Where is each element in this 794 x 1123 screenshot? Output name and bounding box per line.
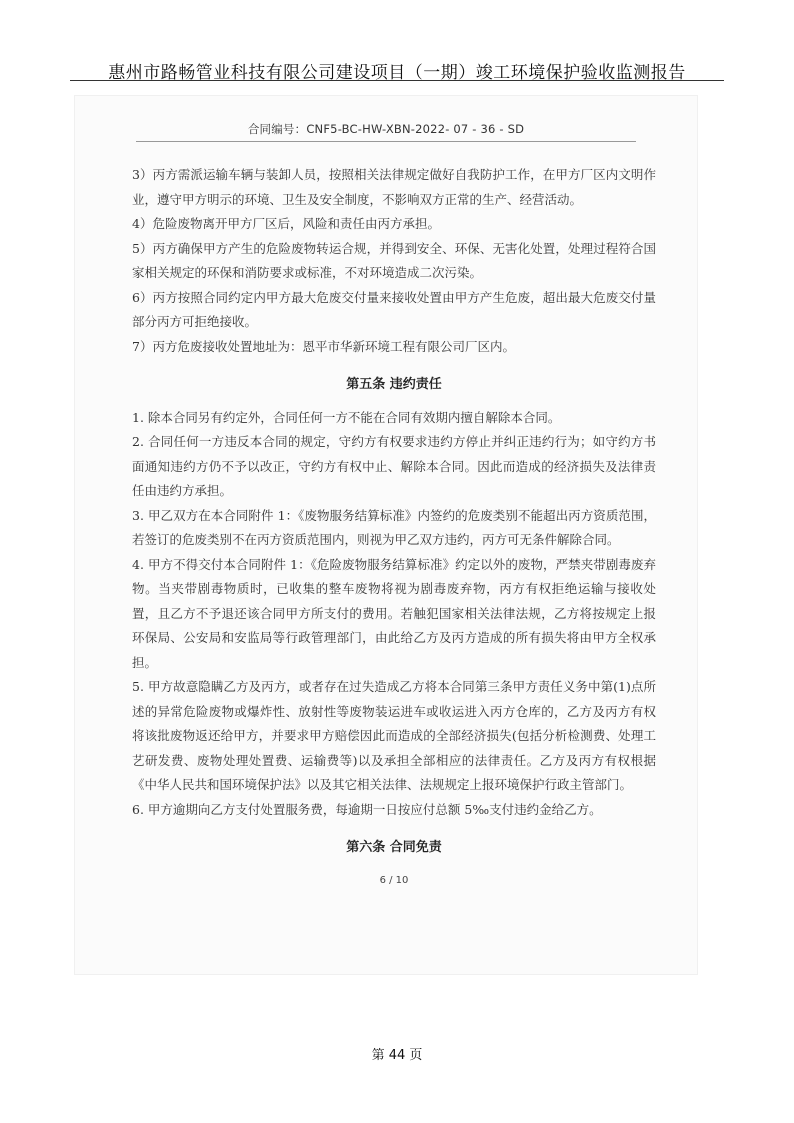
scanned-contract-page [74,95,698,975]
section-5-title: 第五条 违约责任 [346,377,442,392]
clause-s5-2: 2. 合同任何一方违反本合同的规定，守约方有权要求违约方停止并纠正违约行为；如守约方书面通知违约方仍不予以改正，守约方有权中止、解除本合同。因此而造成的经济损失及法律责任由违约方承担。 [132,434,656,498]
scan-page-mark: 6 / 10 [379,874,409,886]
clause-top-6: 6）丙方按照合同约定内甲方最大危废交付量来接收处置由甲方产生危废，超出最大危废交付量部分丙方可拒绝接收。 [132,289,656,329]
contract-number: 合同编号：CNF5-BC-HW-XBN-2022- 07 - 36 - SD [247,122,525,136]
contract-body [132,163,656,893]
contract-number-rule [136,141,636,142]
section-6-title: 第六条 合同免责 [346,840,442,855]
clause-s5-1: 1. 除本合同另有约定外，合同任何一方不能在合同有效期内擅自解除本合同。 [132,409,561,425]
clause-s5-5: 5. 甲方故意隐瞒乙方及丙方，或者存在过失造成乙方将本合同第三条甲方责任义务中第(1)点所述的异常危险废物或爆炸性、放射性等废物装运进车或收运进入丙方仓库的，乙方及丙方有权将该批废物返还给甲方，并要求甲方赔偿因此而造成的全部经济损失(包括分析检测费、处理工艺研发费、废物处理处置费、运输费等)以及承担全部相应的法律责任。乙方及丙方有权根据《中华人民共和国环境保护法》以及其它相关法律、法规规定上报环境保护行政主管部门。 [132,679,656,792]
clause-top-7: 7）丙方危废接收处置地址为：恩平市华新环境工程有限公司厂区内。 [132,338,515,354]
clause-s5-6: 6. 甲方逾期向乙方支付处置服务费，每逾期一日按应付总额 5‰支付违约金给乙方。 [132,801,602,817]
clause-top-5: 5）丙方确保甲方产生的危险废物转运合规，并得到安全、环保、无害化处置，处理过程符合国家相关规定的环保和消防要求或标准，不对环境造成二次污染。 [132,240,656,280]
header-rule [70,80,724,81]
clause-s5-3: 3. 甲乙双方在本合同附件 1：《废物服务结算标准》内签约的危废类别不能超出丙方资质范围，若签订的危废类别不在丙方资质范围内，则视为甲乙双方违约，丙方可无条件解除合同。 [132,507,656,547]
clause-s5-4: 4. 甲方不得交付本合同附件 1：《危险废物服务结算标准》约定以外的废物，严禁夹带剧毒废弃物。当夹带剧毒物质时，已收集的整车废物将视为剧毒废弃物，丙方有权拒绝运输与接收处置，且乙方不予退还该合同甲方所支付的费用。若触犯国家相关法律法规，乙方将按规定上报环保局、公安局和安监局等行政管理部门，由此给乙方及丙方造成的所有损失将由甲方全权承担。 [132,556,656,670]
page-number: 第 44 页 [371,1048,423,1063]
clause-top-3: 3）丙方需派运输车辆与装卸人员，按照相关法律规定做好自我防护工作，在甲方厂区内文明作业，遵守甲方明示的环境、卫生及安全制度，不影响双方正常的生产、经营活动。 [132,167,656,207]
report-running-header: 惠州市路畅管业科技有限公司建设项目（一期）竣工环境保护验收监测报告 [108,63,686,83]
clause-top-4: 4）危险废物离开甲方厂区后，风险和责任由丙方承担。 [132,216,440,231]
